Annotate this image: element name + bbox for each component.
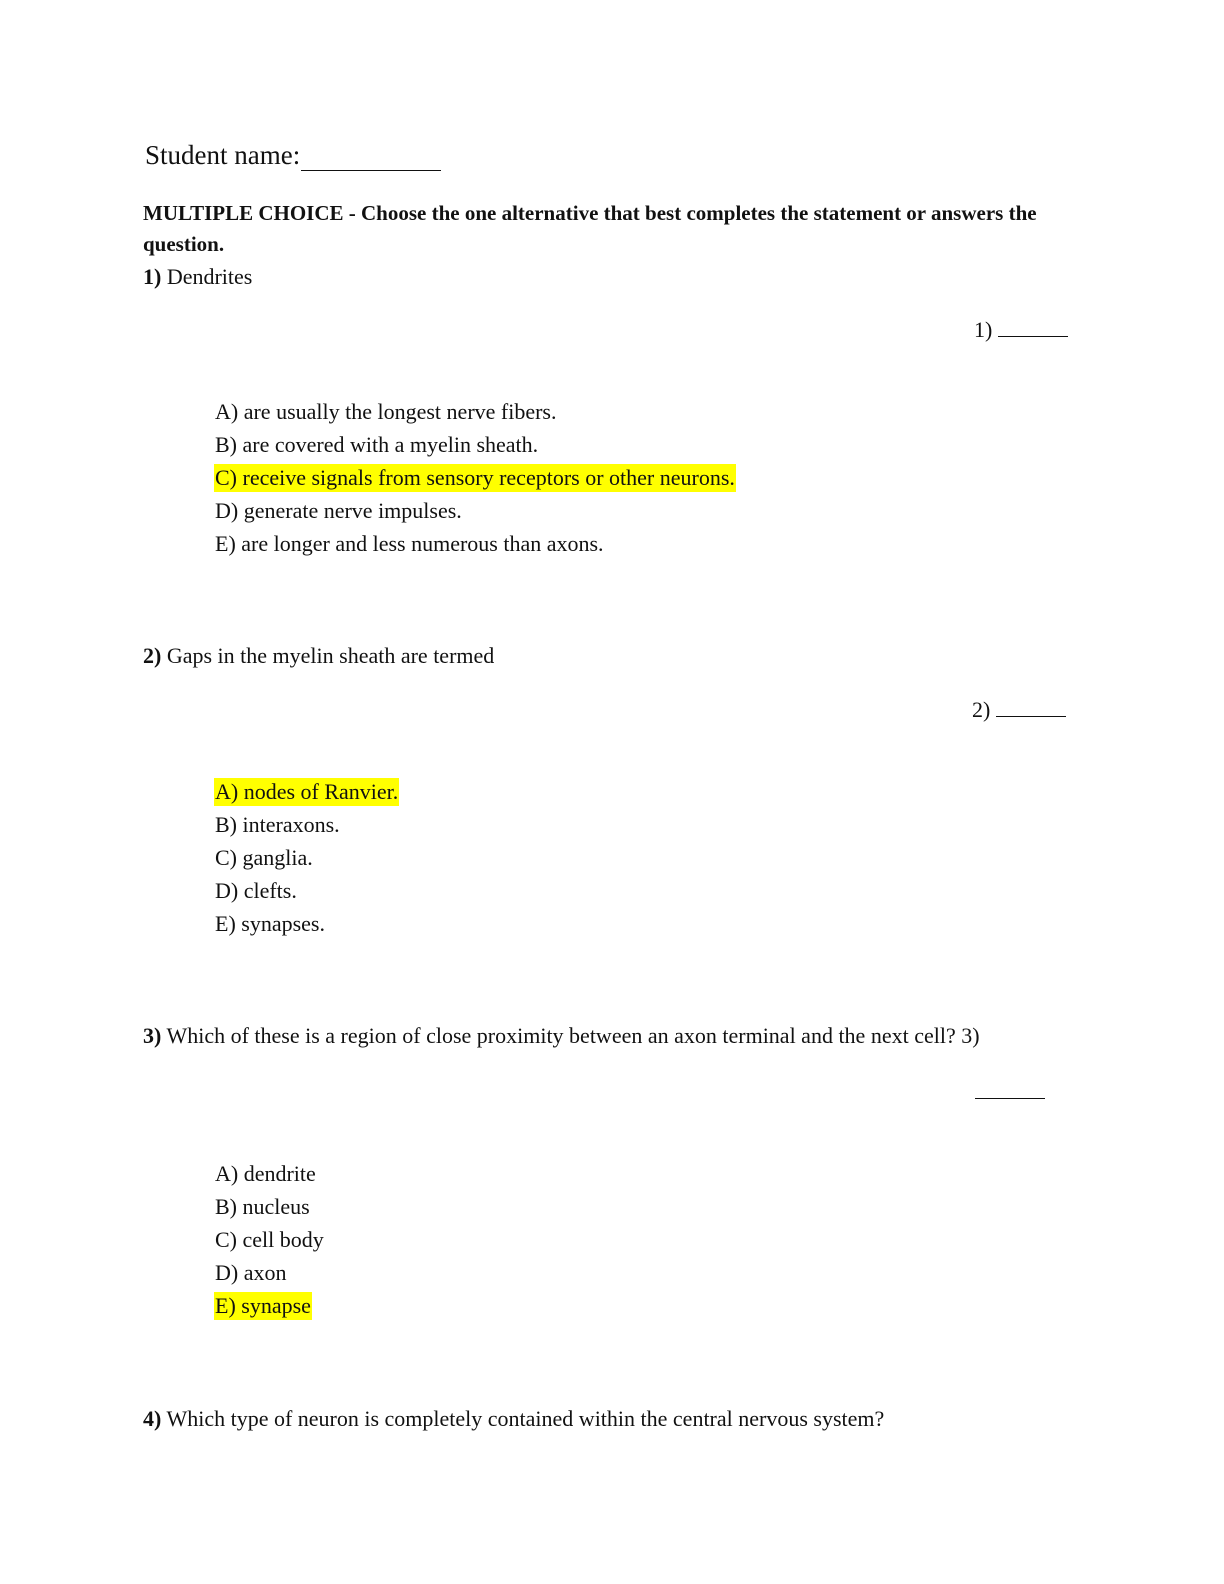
choice-text: C) receive signals from sensory receptors or other neurons. (215, 465, 735, 490)
choice-text: E) synapses. (215, 911, 325, 936)
answer-blank-2[interactable] (996, 696, 1066, 717)
question-1 (143, 264, 252, 290)
student-name-field (145, 140, 441, 171)
choice-3-b[interactable] (214, 1190, 325, 1223)
question-number: 1) (143, 264, 162, 289)
question-text: Gaps in the myelin sheath are termed (166, 643, 495, 668)
choice-2-b[interactable] (214, 808, 399, 841)
choice-text: B) are covered with a myelin sheath. (215, 432, 539, 457)
question-number: 2) (143, 643, 162, 668)
question-number: 3) (143, 1023, 162, 1048)
answer-blank-1[interactable] (998, 316, 1068, 337)
answer-slot-label: 1) (974, 317, 993, 342)
question-2 (143, 643, 494, 669)
choice-1-a[interactable] (214, 395, 736, 428)
choice-text: E) are longer and less numerous than axons. (215, 531, 604, 556)
choices-question-3 (214, 1157, 325, 1322)
choice-1-e[interactable] (214, 527, 736, 560)
choice-text: D) axon (215, 1260, 287, 1285)
answer-slot-1 (974, 316, 1068, 343)
answer-blank-3[interactable] (975, 1078, 1045, 1099)
choice-1-b[interactable] (214, 428, 736, 461)
choice-text: A) are usually the longest nerve fibers. (215, 399, 557, 424)
choice-text: C) ganglia. (215, 845, 313, 870)
choice-text: A) nodes of Ranvier. (215, 779, 399, 804)
answer-slot-2 (972, 696, 1066, 723)
choices-question-2 (214, 775, 399, 940)
student-name-label: Student name: (145, 140, 301, 170)
choice-3-d[interactable] (214, 1256, 325, 1289)
question-4 (143, 1406, 884, 1432)
choice-2-c[interactable] (214, 841, 399, 874)
question-text: Dendrites (166, 264, 253, 289)
choice-2-e[interactable] (214, 907, 399, 940)
choice-3-c[interactable] (214, 1223, 325, 1256)
choice-3-e[interactable] (214, 1289, 325, 1322)
answer-slot-label: 2) (972, 697, 991, 722)
question-number: 4) (143, 1406, 162, 1431)
choice-1-c[interactable] (214, 461, 736, 494)
choice-text: B) nucleus (215, 1194, 310, 1219)
answer-slot-3 (969, 1078, 1045, 1105)
choice-3-a[interactable] (214, 1157, 325, 1190)
choice-text: D) clefts. (215, 878, 297, 903)
question-text: Which type of neuron is completely contained within the central nervous system? (166, 1406, 885, 1431)
choice-2-d[interactable] (214, 874, 399, 907)
choice-text: C) cell body (215, 1227, 324, 1252)
choice-text: B) interaxons. (215, 812, 340, 837)
question-3 (143, 1023, 980, 1049)
choice-text: A) dendrite (215, 1161, 316, 1186)
choice-text: D) generate nerve impulses. (215, 498, 462, 523)
choice-text: E) synapse (215, 1293, 311, 1318)
question-text: Which of these is a region of close proximity between an axon terminal and the next cell? 3) (166, 1023, 980, 1048)
student-name-blank[interactable] (301, 141, 441, 171)
choice-1-d[interactable] (214, 494, 736, 527)
instructions: MULTIPLE CHOICE - Choose the one alternative that best completes the statement or answers the question. (143, 201, 1037, 256)
choices-question-1 (214, 395, 736, 560)
choice-2-a[interactable] (214, 775, 399, 808)
